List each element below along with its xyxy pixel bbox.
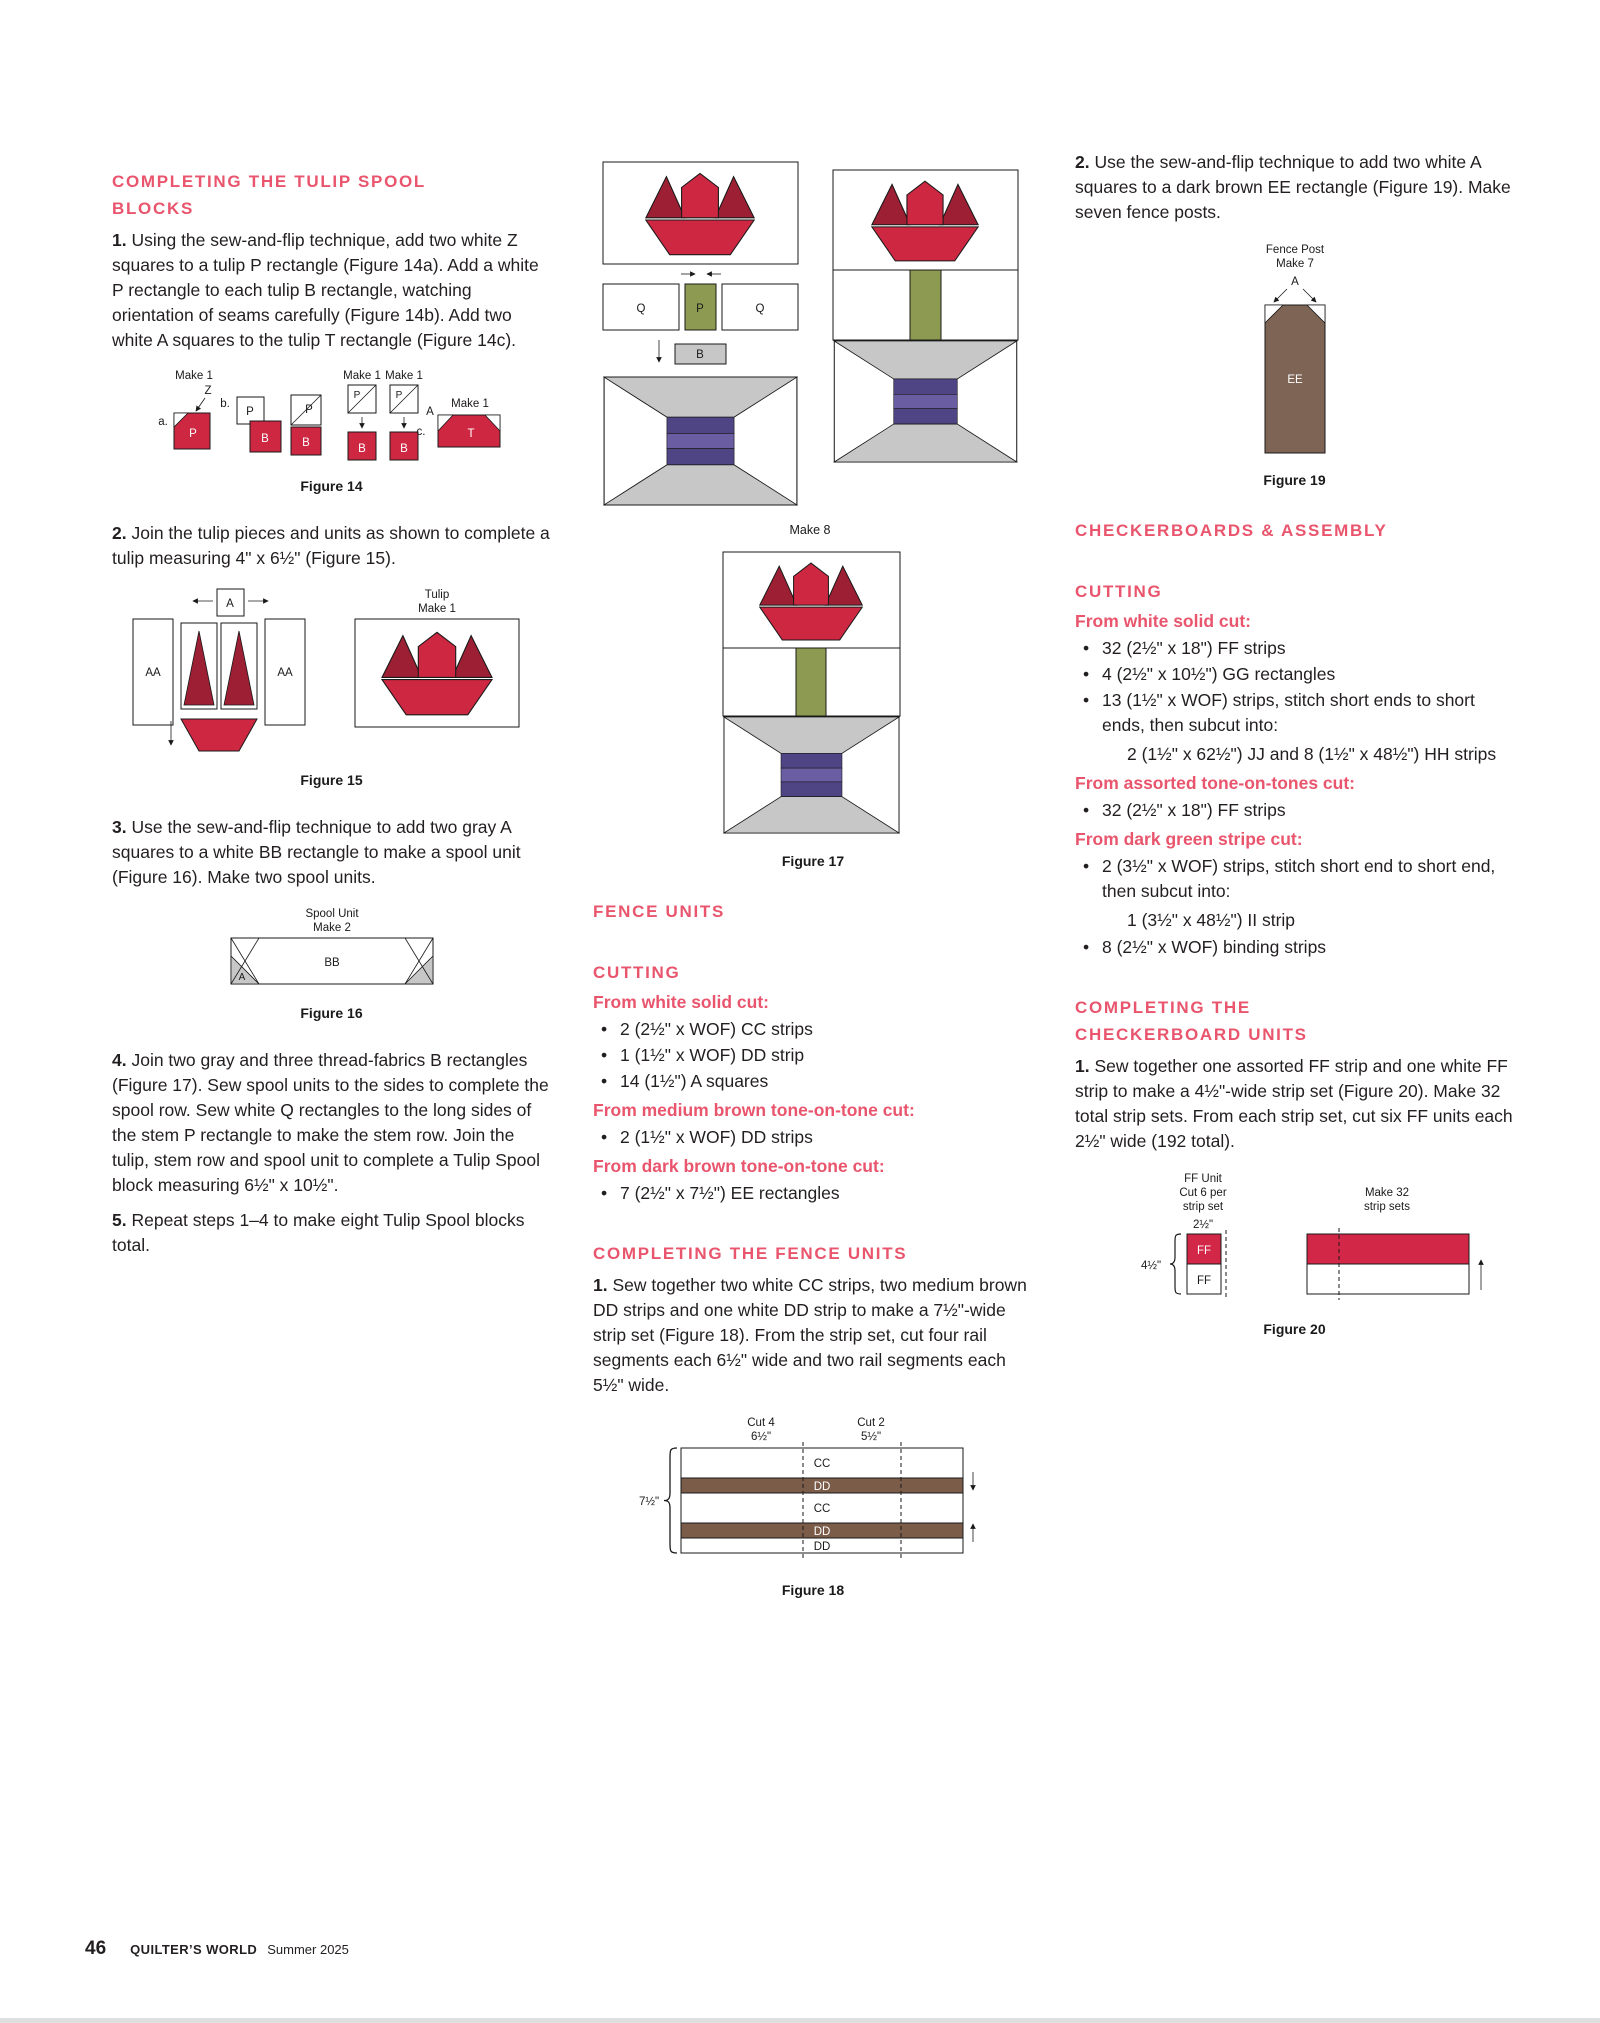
make-label: Make 1 xyxy=(174,370,213,382)
strip-label-dd: DD xyxy=(813,1481,831,1493)
step-number: 5. xyxy=(112,1210,127,1230)
section-heading-tulip-spool xyxy=(112,168,551,222)
figure-caption: Figure 17 xyxy=(781,853,845,869)
cut-subhead-white: From white solid cut: xyxy=(1075,611,1251,631)
strip-red xyxy=(1307,1234,1469,1264)
step-text: Join the tulip pieces and units as shown to complete a tulip measuring 4" x 6½" (Figure 15). xyxy=(112,523,550,568)
fig17-complete-block xyxy=(723,552,900,833)
piece-label-q: Q xyxy=(636,303,646,315)
figure-15-diagram xyxy=(117,587,547,759)
cut-list-dark-brown xyxy=(593,1181,1033,1206)
cut-subhead-green: From dark green stripe cut: xyxy=(1075,829,1303,849)
page-bottom-edge xyxy=(0,2018,1600,2023)
make-label: Make 1 xyxy=(417,603,456,615)
height-brace xyxy=(664,1448,677,1553)
height-brace xyxy=(1170,1234,1181,1294)
stem-bar xyxy=(796,648,826,716)
section-heading-cutting: CUTTING xyxy=(593,963,681,982)
page-number: 46 xyxy=(85,1938,107,1959)
piece-label-bb: BB xyxy=(323,957,340,969)
sub-label-b: b. xyxy=(219,398,230,410)
issue-label: Summer 2025 xyxy=(267,1942,349,1957)
three-column-layout xyxy=(112,150,1514,1625)
step-5 xyxy=(112,1208,551,1258)
sub-label-c: c. xyxy=(416,426,425,438)
arrow-icon xyxy=(1274,289,1287,302)
height-label: 7½" xyxy=(638,1496,660,1508)
step-number: 3. xyxy=(112,817,127,837)
piece-label-a: A xyxy=(425,406,434,418)
figure-caption: Figure 14 xyxy=(300,478,363,494)
piece-label-b: B xyxy=(260,433,269,445)
fig17-exploded-block xyxy=(603,162,798,505)
cut-list-assorted xyxy=(1075,798,1514,823)
cut-subcut-detail: 2 (1½" x 62½") JJ and 8 (1½" x 48½") HH strips xyxy=(1127,744,1497,764)
cut-label: Cut 2 xyxy=(857,1417,885,1429)
piece-label-b: B xyxy=(399,443,408,455)
figure-20 xyxy=(1075,1170,1514,1342)
make-label: strip sets xyxy=(1363,1201,1410,1213)
figure-20-diagram xyxy=(1085,1170,1505,1308)
piece-label-a: A xyxy=(225,598,234,610)
figure-16 xyxy=(112,906,551,1026)
figure-caption: Figure 19 xyxy=(1263,472,1326,488)
cut-subhead-medium-brown: From medium brown tone-on-tone cut: xyxy=(593,1100,915,1120)
step-number: 2. xyxy=(112,523,127,543)
figure-19-diagram xyxy=(1195,241,1395,459)
step-text: Sew together two white CC strips, two medium brown DD strips and one white DD strip to make a 7½"-wide strip set (Figure 18). From the strip set, cut four rail segments each 6½" wide and two rail segments each 5½" wide. xyxy=(593,1275,1027,1395)
heading-line: CHECKERBOARD UNITS xyxy=(1075,1025,1308,1044)
fig14-part-c xyxy=(416,398,499,447)
cut-item: • 32 (2½" x 18") FF strips xyxy=(1075,636,1514,661)
step-number: 1. xyxy=(593,1275,608,1295)
cut-item: • 2 (1½" x WOF) DD strips xyxy=(593,1125,1033,1150)
step-4 xyxy=(112,1048,551,1198)
cut-subhead-dark-brown: From dark brown tone-on-tone cut: xyxy=(593,1156,885,1176)
figure-caption: Figure 15 xyxy=(300,772,363,788)
piece-label-p: P xyxy=(395,390,402,401)
piece-label-ff: FF xyxy=(1196,1245,1211,1257)
heading-line: COMPLETING THE TULIP SPOOL xyxy=(112,172,427,191)
height-label: 4½" xyxy=(1140,1260,1161,1272)
figure-16-diagram xyxy=(227,906,437,992)
piece-label-q: Q xyxy=(755,303,765,315)
cut-list-green-2 xyxy=(1075,935,1514,960)
fig15-exploded-tulip xyxy=(133,589,305,751)
cut-list-white xyxy=(1075,636,1514,738)
arrow-icon xyxy=(1303,289,1316,302)
make-label: Make 32 xyxy=(1364,1187,1409,1199)
piece-label-aa: AA xyxy=(144,667,161,679)
cut-list-medium-brown xyxy=(593,1125,1033,1150)
strip-label-dd: DD xyxy=(813,1541,831,1553)
cut-item: • 13 (1½" x WOF) strips, stitch short ends to short ends, then subcut into: xyxy=(1075,688,1514,738)
figure-17 xyxy=(593,160,1033,874)
piece-label-b: B xyxy=(301,437,310,449)
piece-label-a: A xyxy=(1290,276,1299,288)
cut-list-white xyxy=(593,1017,1033,1094)
step-text: Use the sew-and-flip technique to add two gray A squares to a white BB rectangle to make a spool unit (Figure 16). Make two spool units. xyxy=(112,817,521,887)
fig15-assembled-tulip xyxy=(355,589,519,727)
piece-label-p: P xyxy=(245,406,254,418)
cut-subcut-detail: 1 (3½" x 48½") II strip xyxy=(1127,910,1296,930)
section-heading-completing-fence: COMPLETING THE FENCE UNITS xyxy=(593,1244,908,1263)
fig14-make1-columns xyxy=(343,370,423,460)
cut-subhead-white: From white solid cut: xyxy=(593,992,769,1012)
figure-caption: Figure 16 xyxy=(300,1005,363,1021)
figure-15 xyxy=(112,587,551,793)
fig14-part-b xyxy=(220,395,321,455)
step-1-checkerboard xyxy=(1075,1054,1514,1154)
cut-item: • 1 (1½" x WOF) DD strip xyxy=(593,1043,1033,1068)
unit-label: FF Unit xyxy=(1183,1173,1222,1185)
figure-caption: Figure 18 xyxy=(781,1582,845,1598)
piece-label-ff: FF xyxy=(1196,1275,1211,1287)
step-text: Repeat steps 1–4 to make eight Tulip Spool blocks total. xyxy=(112,1210,525,1255)
strip-label-cc: CC xyxy=(813,1503,831,1515)
step-number: 4. xyxy=(112,1050,127,1070)
cut-size-label: 5½" xyxy=(860,1431,882,1443)
cut-item: • 4 (2½" x 10½") GG rectangles xyxy=(1075,662,1514,687)
section-heading-fence-units: FENCE UNITS xyxy=(593,902,726,921)
cut-label: Cut 4 xyxy=(747,1417,775,1429)
step-number: 2. xyxy=(1075,152,1090,172)
section-heading-cutting: CUTTING xyxy=(1075,582,1163,601)
cut-item: • 8 (2½" x WOF) binding strips xyxy=(1075,935,1514,960)
figure-18-diagram xyxy=(633,1414,993,1569)
sub-label-a: a. xyxy=(157,416,168,428)
heading-line: BLOCKS xyxy=(112,199,194,218)
tulip-base-piece xyxy=(181,719,257,751)
strip-label-dd: DD xyxy=(813,1526,831,1538)
step-1 xyxy=(112,228,551,353)
cut-item: • 2 (3½" x WOF) strips, stitch short end to short end, then subcut into: xyxy=(1075,854,1514,904)
piece-label-p: P xyxy=(353,390,360,401)
piece-label-aa: AA xyxy=(276,667,293,679)
section-heading-completing-checkerboard xyxy=(1075,994,1514,1048)
piece-label-p: P xyxy=(304,404,313,416)
column-right xyxy=(1075,150,1514,1625)
page-footer xyxy=(85,1938,349,1960)
tulip-motif xyxy=(646,173,754,254)
unit-label: Cut 6 per xyxy=(1178,1187,1227,1199)
column-middle xyxy=(593,150,1033,1625)
make-label: Spool Unit xyxy=(304,908,359,920)
figure-14 xyxy=(112,369,551,499)
piece-label-p: P xyxy=(696,303,704,315)
heading-line: COMPLETING THE xyxy=(1075,998,1251,1017)
step-1-fence xyxy=(593,1273,1033,1398)
cut-item: • 7 (2½" x 7½") EE rectangles xyxy=(593,1181,1033,1206)
make-label: Tulip xyxy=(424,589,449,601)
step-2 xyxy=(112,521,551,571)
step-2-fence xyxy=(1075,150,1514,225)
figure-19 xyxy=(1075,241,1514,493)
piece-label-a: A xyxy=(238,972,245,983)
width-label: 2½" xyxy=(1192,1219,1213,1231)
make-label: Make 8 xyxy=(789,523,831,537)
make-label: Make 1 xyxy=(384,370,423,382)
fig14-part-a xyxy=(158,370,213,449)
cut-item: • 32 (2½" x 18") FF strips xyxy=(1075,798,1514,823)
strip-white xyxy=(1307,1264,1469,1294)
step-3 xyxy=(112,815,551,890)
cut-item: • 14 (1½") A squares xyxy=(593,1069,1033,1094)
step-text: Use the sew-and-flip technique to add two white A squares to a dark brown EE rectangle (Figure 19). Make seven fence posts. xyxy=(1075,152,1511,222)
figure-14-diagram xyxy=(157,369,507,465)
piece-label-p: P xyxy=(188,428,197,440)
column-left xyxy=(112,150,551,1625)
make-label: Fence Post xyxy=(1265,244,1324,256)
cut-item: • 2 (2½" x WOF) CC strips xyxy=(593,1017,1033,1042)
tulip-motif xyxy=(872,181,978,261)
cut-size-label: 6½" xyxy=(750,1431,772,1443)
step-text: Using the sew-and-flip technique, add two white Z squares to a tulip P rectangle (Figure 14a). Add a white P rectangle to each tulip B rectangle, watching orientation of seams carefully (Figure 14b). Add two white A squares to the tulip T rectangle (Figure 14c). xyxy=(112,230,539,350)
spool-unit xyxy=(604,377,797,505)
spool-unit xyxy=(724,717,899,833)
piece-label-z: Z xyxy=(203,385,212,397)
arrow-icon xyxy=(196,398,205,411)
step-number: 1. xyxy=(112,230,127,250)
make-label: Make 1 xyxy=(342,370,381,382)
figure-17-diagram xyxy=(593,160,1033,840)
stem-bar xyxy=(910,270,941,340)
tulip-motif xyxy=(382,632,492,715)
make-label: Make 1 xyxy=(450,398,489,410)
step-text: Join two gray and three thread-fabrics B rectangles (Figure 17). Sew spool units to the sides to complete the spool row. Sew white Q rectangles to the long sides of the stem P rectangle to make the stem row. Join the tulip, stem row and spool unit to complete a Tulip Spool block measuring 6½" x 10½". xyxy=(112,1050,549,1195)
cut-list-green xyxy=(1075,854,1514,904)
step-number: 1. xyxy=(1075,1056,1090,1076)
make-label: Make 2 xyxy=(312,922,351,934)
piece-label-t: T xyxy=(466,428,475,440)
spool-unit xyxy=(834,341,1016,462)
piece-label-ee: EE xyxy=(1286,374,1303,386)
figure-caption: Figure 20 xyxy=(1263,1321,1326,1337)
section-heading-checkerboards: CHECKERBOARDS & ASSEMBLY xyxy=(1075,521,1388,540)
strip-label-cc: CC xyxy=(813,1458,831,1470)
tulip-motif xyxy=(760,563,863,640)
piece-label-b: B xyxy=(696,349,704,361)
step-text: Sew together one assorted FF strip and one white FF strip to make a 4½"-wide strip set (Figure 20). Make 32 total strip sets. From each strip set, cut six FF units each 2½" wide (192 total). xyxy=(1075,1056,1513,1151)
cut-subhead-assorted: From assorted tone-on-tones cut: xyxy=(1075,773,1356,793)
piece-label-b: B xyxy=(357,443,366,455)
magazine-name: QUILTER’S WORLD xyxy=(130,1942,258,1957)
make-label: Make 7 xyxy=(1275,258,1314,270)
unit-label: strip set xyxy=(1182,1201,1223,1213)
figure-18 xyxy=(593,1414,1033,1603)
fig17-assembled-block xyxy=(833,170,1018,462)
